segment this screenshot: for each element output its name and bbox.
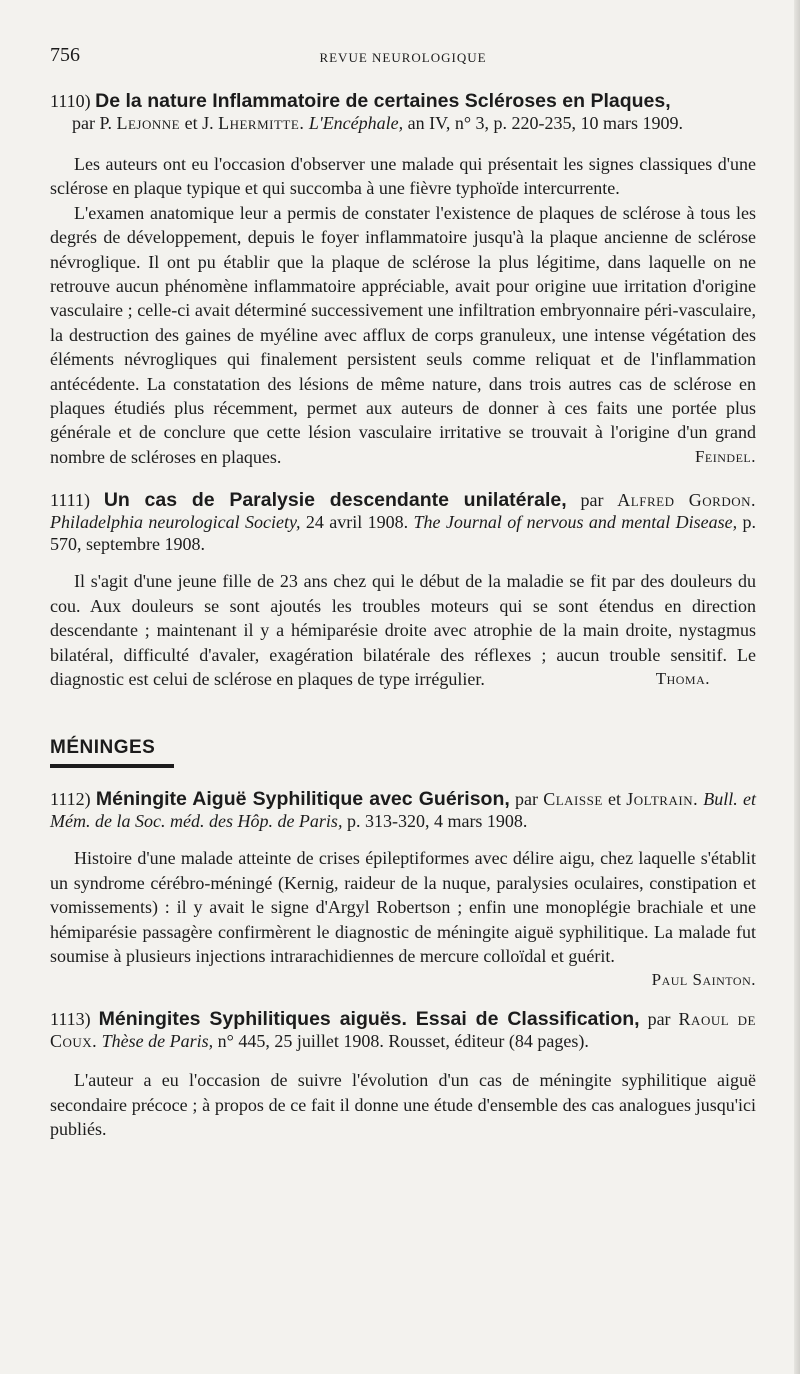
reviewer-name: Paul Sainton.	[651, 970, 756, 990]
author-name: Lhermitte.	[218, 113, 305, 133]
abstract-paragraph: L'examen anatomique leur a permis de constater l'existence de plaques de sclérose à tous les degrés de développement, depuis le foyer inflammatoire jusqu'à la plaque ancienne de sclérose névroglique. Il ont pu établir que la plaque de sclérose la plus légitime, dans laquelle on ne retrouve aucun phénomène inflammatoire appréciable, avait pour origine uue irritation d'origine vasculaire ; celle-ci avait déterminé successivement une infiltration embryonnaire péri-vasculaire, la destruction des gaines de myéline avec afflux de corps granuleux, une intense végétation des éléments névrogliques qui finalement persistent seuls comme reliquat et de l'inflammation antécédente. La constatation des lésions de même nature, dans trois autres cas de sclérose en plaques étudiés plus récemment, permet aux auteurs de donner à ces faits une portée plus générale et de conclure que cette lésion vasculaire irritative se trouvait à l'origine d'un grand nombre de scléroses en plaques.	[50, 202, 756, 467]
reviewer-name: Thoma.	[655, 669, 710, 689]
author-name: Lejonne	[116, 113, 181, 133]
reviewer-signature	[50, 968, 756, 992]
entry-title: De la nature Inflammatoire de certaines Scléroses en Plaques,	[95, 90, 671, 112]
entry-1112	[50, 788, 756, 992]
entry-number: 1110)	[50, 91, 91, 111]
citation-details: p. 570, septembre 1908.	[50, 512, 757, 555]
citation-by: par	[580, 490, 604, 511]
citation-by: par	[515, 789, 538, 810]
section-header	[50, 737, 756, 768]
journal-name: L'Encéphale,	[308, 113, 404, 133]
entry-title: Méningite Aiguë Syphilitique avec Guérison,	[95, 788, 510, 811]
abstract-paragraph: L'auteur a eu l'occasion de suivre l'évolution d'un cas de méningite syphilitique aiguë secondaire précoce ; à propos de ce fait il donne une étude d'ensemble des cas analogues jusqu'ici publiés.	[50, 1070, 756, 1140]
entry-heading	[50, 489, 756, 555]
entry-1111	[50, 489, 756, 691]
page-number: 756	[50, 44, 80, 66]
journal-name: Bull. et Mém. de la Soc. méd. des Hôp. de Paris,	[50, 789, 757, 832]
section-title: MÉNINGES	[50, 737, 156, 759]
entry-number: 1112)	[50, 789, 91, 810]
page-edge-shadow	[794, 0, 800, 1374]
entry-heading	[50, 788, 756, 832]
author-name: Alfred Gordon.	[617, 490, 756, 511]
entry-number: 1113)	[50, 1009, 91, 1030]
section-underline	[50, 764, 174, 768]
citation-details: 24 avril 1908.	[305, 512, 409, 533]
entry-1113	[50, 1008, 756, 1141]
author-name: Claisse	[543, 789, 603, 810]
journal-name: The Journal of nervous and mental Disease,	[413, 512, 738, 533]
citation-details: p. 313-320, 4 mars 1908.	[346, 811, 528, 832]
citation-by: par P.	[72, 113, 112, 133]
entry-1110	[50, 90, 756, 469]
journal-page	[50, 44, 756, 1142]
citation-by: par	[647, 1009, 671, 1030]
citation-details: n° 445, 25 juillet 1908. Rousset, éditeur (84 pages).	[217, 1031, 589, 1052]
entry-title: Méningites Syphilitiques aiguës. Essai de Classification,	[98, 1008, 640, 1031]
entry-title: Un cas de Paralysie descendante unilatérale,	[103, 489, 567, 512]
abstract-paragraph: Les auteurs ont eu l'occasion d'observer une malade qui présentait les signes classiques d'une sclérose en plaque typique et qui succomba à une fièvre typhoïde intercurrente.	[50, 154, 756, 199]
citation-and: et J.	[184, 113, 214, 133]
entry-citation	[50, 112, 756, 134]
abstract-paragraph: Il s'agit d'une jeune fille de 23 ans chez qui le début de la maladie se fit par des douleurs du cou. Aux douleurs se sont ajoutés les troubles moteurs qui se sont étendus en direction descendante ; maintenant il y a hémiparésie droite avec atrophie de la main droite, nystagmus bilatéral, difficulté d'avaler, exagération bilatérale des réflexes ; aucun trouble sensitif. Le diagnostic est celui de sclérose en plaques de type irrégulier.	[50, 571, 756, 689]
journal-name: Philadelphia neurological Society,	[50, 512, 301, 533]
reviewer-name: Feindel.	[694, 447, 756, 467]
author-name: Joltrain.	[626, 789, 699, 810]
citation-and: et	[608, 789, 621, 810]
running-head	[50, 44, 756, 74]
entry-number: 1111)	[50, 490, 90, 511]
author-name: Raoul de Coux.	[50, 1009, 756, 1052]
citation-details: an IV, n° 3, p. 220-235, 10 mars 1909.	[407, 113, 683, 133]
abstract-paragraph: Histoire d'une malade atteinte de crises épileptiformes avec délire aigu, chez laquelle s'établit un syndrome cérébro-méningé (Kernig, raideur de la nuque, paralysies oculaires, constipation et vomissements) : il y avait le signe d'Argyl Robertson ; enfin une monoplégie brachiale et une hémiparésie passagère confirmèrent le diagnostic de méningite aiguë syphilitique. La malade fut soumise à plusieurs injections intrarachidiennes de mercure colloïdal et guérit.	[50, 848, 756, 966]
entry-heading	[50, 1008, 756, 1052]
entry-heading	[50, 90, 756, 134]
journal-title: REVUE NEUROLOGIQUE	[319, 50, 487, 65]
journal-name: Thèse de Paris,	[101, 1031, 214, 1052]
